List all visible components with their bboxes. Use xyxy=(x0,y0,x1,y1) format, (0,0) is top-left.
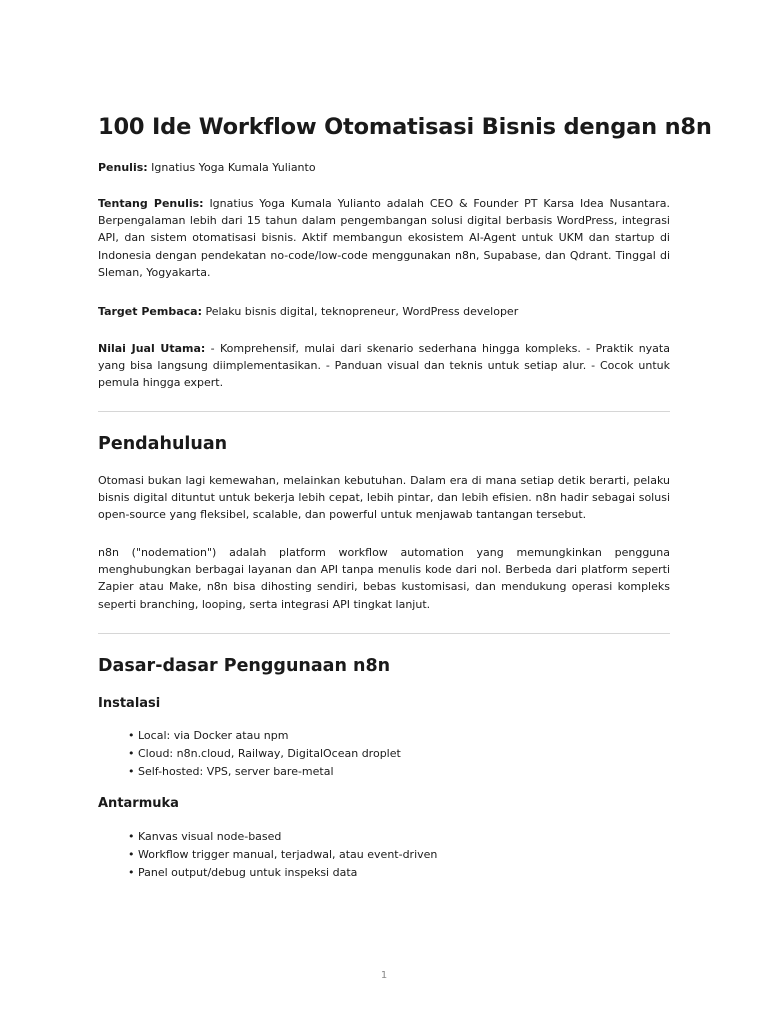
target-reader-line xyxy=(98,303,670,320)
list-item: • Local: via Docker atau npm xyxy=(128,727,648,745)
list-item: • Self-hosted: VPS, server bare-metal xyxy=(128,763,648,781)
list-item: • Kanvas visual node-based xyxy=(128,828,648,846)
list-item: • Cloud: n8n.cloud, Railway, DigitalOcean droplet xyxy=(128,745,648,763)
interface-list xyxy=(128,828,648,882)
install-heading: Instalasi xyxy=(98,696,161,711)
install-list xyxy=(128,727,648,781)
intro-paragraph-2: n8n ("nodemation") adalah platform workflow automation yang memungkinkan pengguna menghubungkan berbagai layanan dan API tanpa menulis kode dari nol. Berbeda dari platform seperti Zapier atau Make, n8n bisa dihosting sendiri, bebas kustomisasi, dan mendukung operasi kompleks seperti branching, looping, serta integrasi API tingkat lanjut. xyxy=(98,546,670,611)
section-divider xyxy=(98,411,670,412)
page-number: 1 xyxy=(380,970,388,981)
author-label: Penulis: xyxy=(98,161,148,174)
usp-paragraph xyxy=(98,340,670,392)
list-item: • Workflow trigger manual, terjadwal, atau event-driven xyxy=(128,846,648,864)
section-divider xyxy=(98,633,670,634)
intro-heading: Pendahuluan xyxy=(98,434,228,454)
author-name: Ignatius Yoga Kumala Yulianto xyxy=(151,161,316,174)
interface-heading: Antarmuka xyxy=(98,796,179,811)
target-reader-text: Pelaku bisnis digital, teknopreneur, WordPress developer xyxy=(205,305,519,318)
list-item: • Panel output/debug untuk inspeksi data xyxy=(128,864,648,882)
usp-label: Nilai Jual Utama: xyxy=(98,342,206,355)
document-title: 100 Ide Workflow Otomatisasi Bisnis dengan n8n xyxy=(98,114,712,140)
target-reader-label: Target Pembaca: xyxy=(98,305,202,318)
intro-paragraph-1: Otomasi bukan lagi kemewahan, melainkan kebutuhan. Dalam era di mana setiap detik berarti, pelaku bisnis digital dituntut untuk bekerja lebih cepat, lebih pintar, dan lebih efisien. n8n hadir sebagai solusi open-source yang fleksibel, scalable, dan powerful untuk menjawab tantangan tersebut. xyxy=(98,474,670,522)
author-line xyxy=(98,159,670,176)
about-author-label: Tentang Penulis: xyxy=(98,197,204,210)
usp-text: - Komprehensif, mulai dari skenario sederhana hingga kompleks. - Praktik nyata yang bisa langsung diimplementasikan. - Panduan visual dan teknis untuk setiap alur. - Cocok untuk pemula hingga expert. xyxy=(98,342,670,390)
about-author-text: Ignatius Yoga Kumala Yulianto adalah CEO & Founder PT Karsa Idea Nusantara. Berpengalaman lebih dari 15 tahun dalam pengembangan solusi digital berbasis WordPress, integrasi API, dan sistem otomatisasi bisnis. Aktif membangun ekosistem AI-Agent untuk UKM dan startup di Indonesia dengan pendekatan no-code/low-code menggunakan n8n, Supabase, dan Qdrant. Tinggal di Sleman, Yogyakarta. xyxy=(98,197,670,279)
basics-heading: Dasar-dasar Penggunaan n8n xyxy=(98,656,391,676)
about-author-paragraph xyxy=(98,195,670,281)
